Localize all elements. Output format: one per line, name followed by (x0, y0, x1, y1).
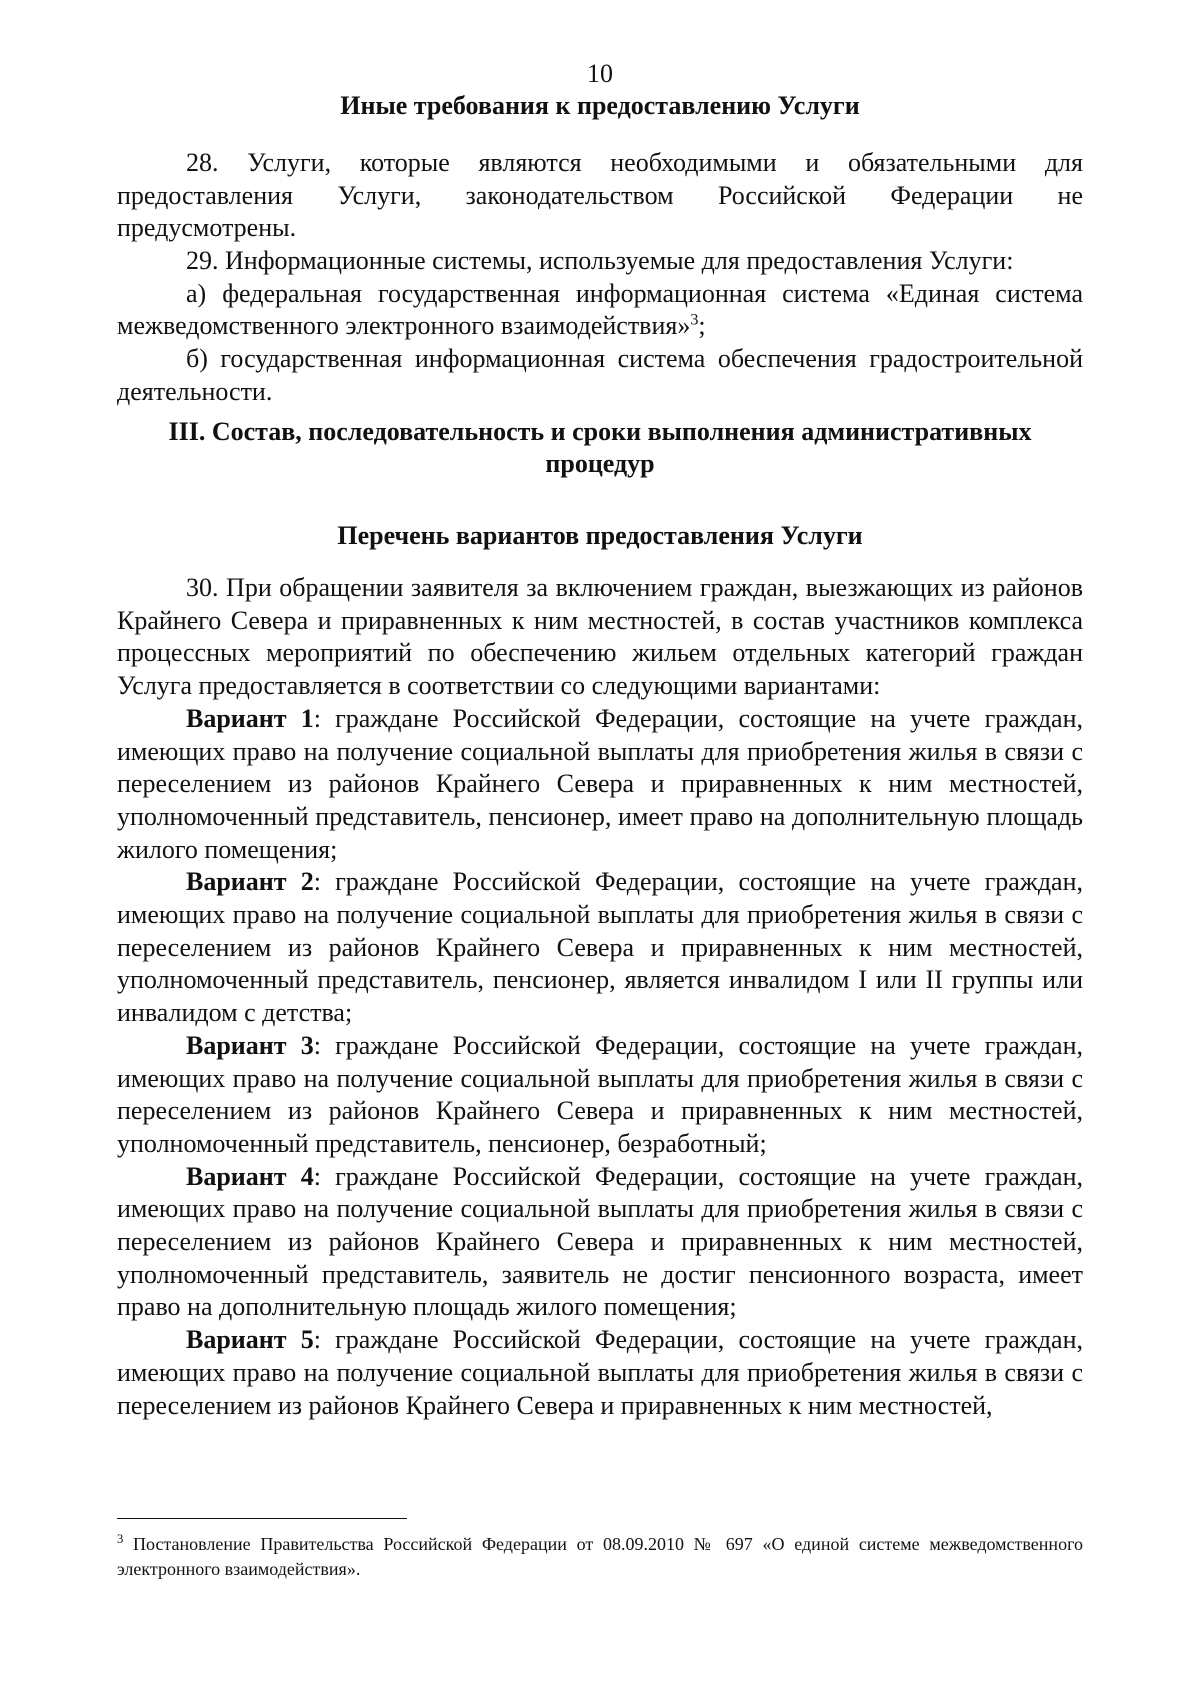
paragraph-29a (117, 278, 1083, 343)
paragraph-30-block (117, 572, 1083, 1422)
paragraph-28-line-3: предусмотрены. (117, 213, 297, 243)
chapter-title-line-2: процедур (545, 449, 655, 478)
variant-label: Вариант 3 (186, 1030, 314, 1060)
variant-text: : граждане Российской Федерации, состоящие на учете граждан, имеющих право на получение социальной выплаты для приобретения жилья в связи с переселением из районов Крайнего Севера и приравненных к ним местностей, уполномоченный представитель, пенсионер, имеет право на дополнительную площадь жилого помещения; (117, 703, 1083, 864)
variant-label: Вариант 1 (186, 703, 314, 733)
variant-paragraph (117, 703, 1083, 867)
variant-text: : граждане Российской Федерации, состоящие на учете граждан, имеющих право на получение социальной выплаты для приобретения жилья в связи с переселением из районов Крайнего Севера и приравненных к ним местностей, уполномоченный представитель, пенсионер, безработный; (117, 1030, 1083, 1158)
paragraph-28-line-2: предоставления Услуги, законодательством Российской Федерации не (117, 180, 1083, 210)
footnote (117, 1532, 1083, 1582)
paragraph-28-line-1: 28. Услуги, которые являются необходимыми и обязательными для (186, 148, 1083, 177)
section-title-other-requirements: Иные требования к предоставлению Услуги (340, 91, 860, 120)
footnote-text: Постановление Правительства Российской Федерации от 08.09.2010 № 697 «О единой системе межведомственного электронного взаимодействия». (117, 1534, 1083, 1579)
paragraph-29a-text: а) федеральная государственная информационная система «Единая система межведомственного электронного взаимодействия» (117, 278, 1083, 341)
variant-paragraph (117, 1161, 1083, 1325)
variant-paragraph (117, 866, 1083, 1030)
section-title-variants: Перечень вариантов предоставления Услуги (337, 521, 863, 550)
page-number: 10 (587, 59, 613, 88)
variants-list (117, 703, 1083, 1422)
variant-text: : граждане Российской Федерации, состоящие на учете граждан, имеющих право на получение социальной выплаты для приобретения жилья в связи с переселением из районов Крайнего Севера и приравненных к ним местностей, уполномоченный представитель, заявитель не достиг пенсионного возраста, имеет право на дополнительную площадь жилого помещения; (117, 1161, 1083, 1322)
chapter-title (117, 416, 1083, 480)
footnote-mark: 3 (117, 1532, 124, 1546)
variant-label: Вариант 2 (186, 867, 314, 897)
variant-paragraph (117, 1324, 1083, 1422)
paragraph-28 (117, 147, 1083, 245)
variant-label: Вариант 5 (186, 1325, 314, 1355)
chapter-title-line-1: III. Состав, последовательность и сроки выполнения административных (168, 417, 1032, 446)
footnote-reference: 3 (690, 311, 699, 329)
footnote-separator (117, 1518, 407, 1519)
variant-text: : граждане Российской Федерации, состоящие на учете граждан, имеющих право на получение социальной выплаты для приобретения жилья в связи с переселением из районов Крайнего Севера и приравненных к ним местностей, (117, 1325, 1083, 1420)
variant-paragraph (117, 1030, 1083, 1161)
paragraph-29: 29. Информационные системы, используемые для предоставления Услуги: (186, 246, 1014, 275)
paragraph-30: 30. При обращении заявителя за включением граждан, выезжающих из районов Крайнего Севера и приравненных к ним местностей, в состав участников комплекса процессных мероприятий по обеспечению жильем отдельных категорий граждан Услуга предоставляется в соответствии со следующими вариантами: (117, 573, 1083, 701)
variant-text: : граждане Российской Федерации, состоящие на учете граждан, имеющих право на получение социальной выплаты для приобретения жилья в связи с переселением из районов Крайнего Севера и приравненных к ним местностей, уполномоченный представитель, пенсионер, является инвалидом I или II группы или инвалидом с детства; (117, 867, 1083, 1028)
paragraph-29b: б) государственная информационная система обеспечения градостроительной деятельности. (117, 344, 1083, 406)
paragraph-29a-end: ; (698, 311, 706, 341)
variant-label: Вариант 4 (186, 1161, 314, 1191)
